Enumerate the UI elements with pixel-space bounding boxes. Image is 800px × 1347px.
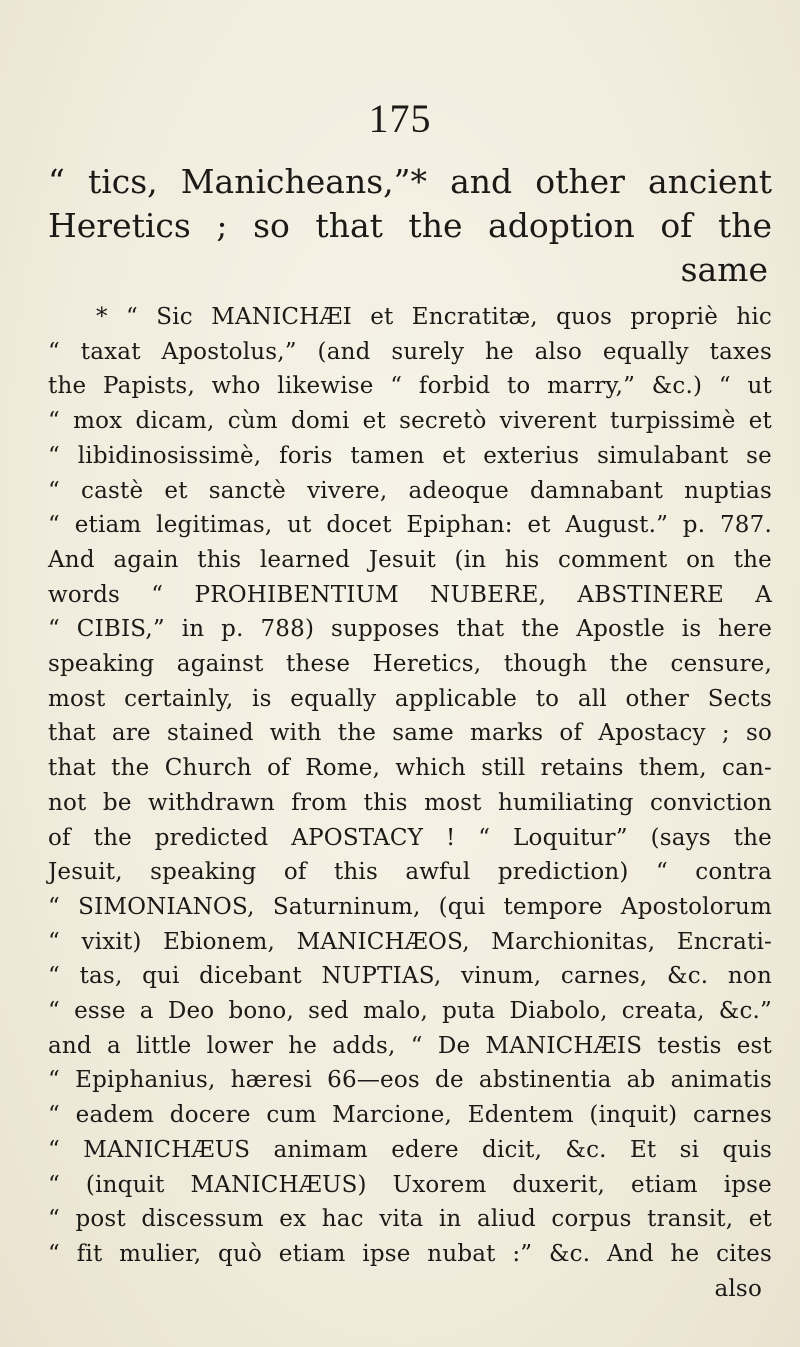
footnote-line: “ tas, qui dicebant NUPTIAS, vinum, carnes, &c. non: [48, 963, 772, 990]
page-number: 175: [368, 96, 432, 141]
footnote-line: “ vixit) Ebionem, MANICHÆOS, Marchionitas, Encrati-: [48, 928, 772, 955]
footnote-line: that are stained with the same marks of Apostacy ; so: [48, 720, 772, 747]
footnote-line: “ castè et sanctè vivere, adeoque damnabant nuptias: [48, 477, 772, 504]
catchword: also: [714, 1275, 762, 1302]
footnote-line: “ eadem docere cum Marcione, Edentem (inquit) carnes: [48, 1102, 772, 1129]
footnote-line: “ SIMONIANOS, Saturninum, (qui tempore Apostolorum: [48, 893, 772, 920]
footnote-line: “ post discessum ex hac vita in aliud corpus transit, et: [48, 1206, 772, 1233]
footnote-line: speaking against these Heretics, though the censure,: [48, 651, 772, 678]
footnote-line: “ esse a Deo bono, sed malo, puta Diabolo, creata, &c.”: [48, 998, 772, 1025]
footnote-line: “ MANICHÆUS animam edere dicit, &c. Et si quis: [48, 1136, 772, 1163]
footnote-line: most certainly, is equally applicable to all other Sects: [48, 685, 772, 712]
footnote-line: “ taxat Apostolus,” (and surely he also equally taxes: [48, 338, 772, 365]
footnote-line: that the Church of Rome, which still retains them, can-: [48, 755, 772, 782]
footnote-line: “ (inquit MANICHÆUS) Uxorem duxerit, etiam ipse: [48, 1171, 772, 1198]
footnote-line: and a little lower he adds, “ De MANICHÆIS testis est: [48, 1032, 772, 1059]
footnote-line: “ etiam legitimas, ut docet Epiphan: et August.” p. 787.: [48, 512, 772, 539]
footnote-line: the Papists, who likewise “ forbid to marry,” &c.) “ ut: [48, 373, 772, 400]
text-line: Heretics ; so that the adoption of the: [48, 206, 772, 245]
footnote-line: And again this learned Jesuit (in his comment on the: [48, 546, 772, 573]
footnote-line: “ fit mulier, quò etiam ipse nubat :” &c. And he cites: [48, 1240, 772, 1267]
footnote-line: words “ PROHIBENTIUM NUBERE, ABSTINERE A: [48, 581, 772, 608]
footnote-line: “ CIBIS,” in p. 788) supposes that the Apostle is here: [48, 616, 772, 643]
footnote-line: Jesuit, speaking of this awful prediction) “ contra: [48, 859, 772, 886]
footnote-line: “ Epiphanius, hæresi 66—eos de abstinentia ab animatis: [48, 1067, 772, 1094]
footnote-line: * “ Sic MANICHÆI et Encratitæ, quos propriè hic: [96, 304, 772, 330]
footnote-line: “ mox dicam, cùm domi et secretò viverent turpissimè et: [48, 408, 772, 435]
footnote-line: “ libidinosissimè, foris tamen et exterius simulabant se: [48, 442, 772, 469]
main-paragraph: [48, 160, 772, 292]
text-line: “ tics, Manicheans,”* and other ancient: [48, 162, 772, 201]
text-line: same: [680, 250, 768, 289]
footnote-line: not be withdrawn from this most humiliating conviction: [48, 789, 772, 816]
footnote: [48, 300, 772, 1306]
footnote-line: of the predicted APOSTACY ! “ Loquitur” (says the: [48, 824, 772, 851]
